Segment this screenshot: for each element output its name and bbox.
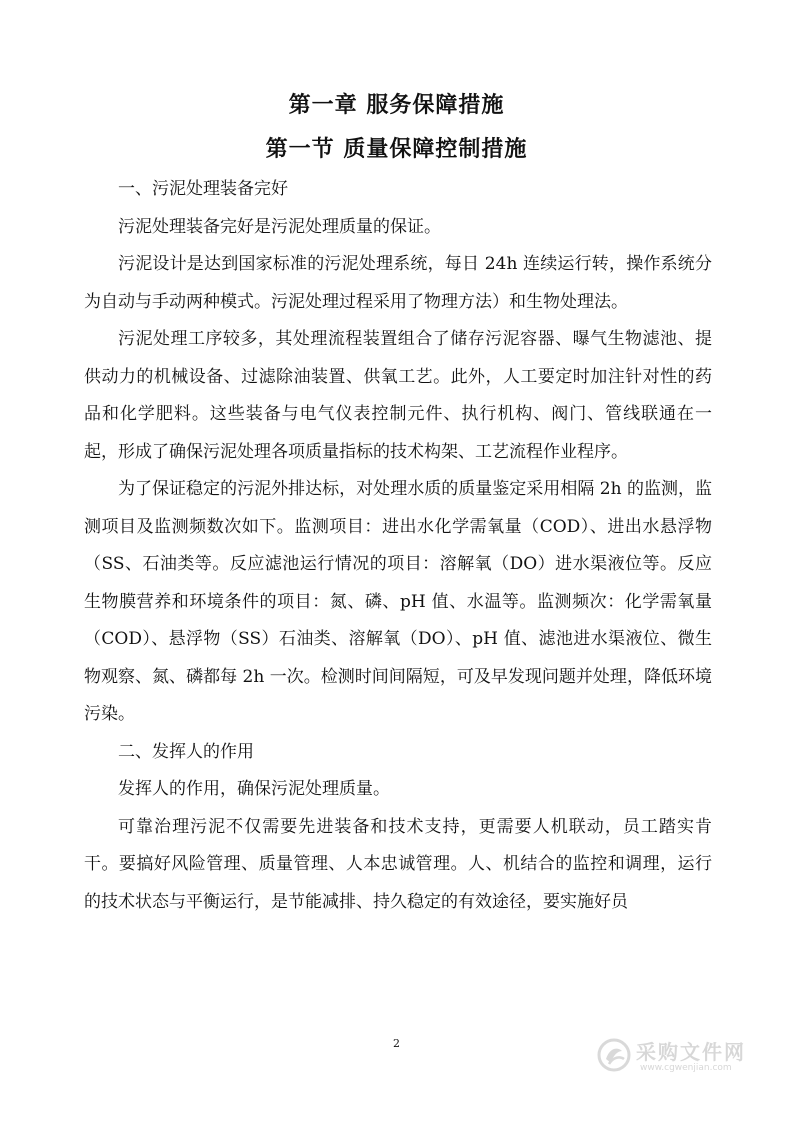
page-number: 2	[393, 1037, 400, 1050]
heading-equipment: 一、污泥处理装备完好	[118, 179, 288, 199]
watermark	[596, 1034, 776, 1084]
paragraph: 发挥人的作用，确保污泥处理质量。	[118, 779, 390, 799]
watermark-url: www.cgwenjian.com	[640, 1063, 732, 1073]
paragraph: 为了保证稳定的污泥外排达标，对处理水质的质量鉴定采用相隔 2h 的监测，监测项目及监测频数次如下。监测项目：进出水化学需氧量（COD）、进出水悬浮物（SS、石油类等。反应滤池运行情况的项目：溶解氧（DO）进水渠液位等。反应生物膜营养和环境条件的项目：氮、磷、pH 值、水温等。监测频次：化学需氧量（COD）、悬浮物（SS）石油类、溶解氧（DO）、pH 值、滤池进水渠液位、微生物观察、氮、磷都每 2h 一次。检测时间间隔短，可及早发现问题并处理，降低环境污染。	[84, 479, 712, 724]
paragraph: 污泥处理装备完好是污泥处理质量的保证。	[118, 216, 441, 237]
ribbon-logo-icon	[596, 1037, 632, 1073]
section-title: 第一节 质量保障控制措施	[265, 137, 528, 162]
heading-people: 二、发挥人的作用	[118, 741, 254, 762]
paragraph: 污泥处理工序较多，其处理流程装置组合了储存污泥容器、曝气生物滤池、提供动力的机械设备、过滤除油装置、供氧工艺。此外，人工要定时加注针对性的药品和化学肥料。这些装备与电气仪表控制元件、执行机构、阀门、管线联通在一起，形成了确保污泥处理各项质量指标的技术构架、工艺流程作业程序。	[84, 329, 712, 462]
document-body	[84, 171, 712, 921]
chapter-title: 第一章 服务保障措施	[288, 93, 505, 118]
watermark-name: 采购文件网	[636, 1040, 746, 1064]
paragraph: 污泥设计是达到国家标准的污泥处理系统，每日 24h 连续运行转，操作系统分为自动与手动两种模式。污泥处理过程采用了物理方法）和生物处理法。	[84, 254, 712, 312]
paragraph: 可靠治理污泥不仅需要先进装备和技术支持，更需要人机联动，员工踏实肯干。要搞好风险管理、质量管理、人本忠诚管理。人、机结合的监控和调理，运行的技术状态与平衡运行，是节能减排、持久稳定的有效途径，要实施好员	[84, 816, 712, 912]
